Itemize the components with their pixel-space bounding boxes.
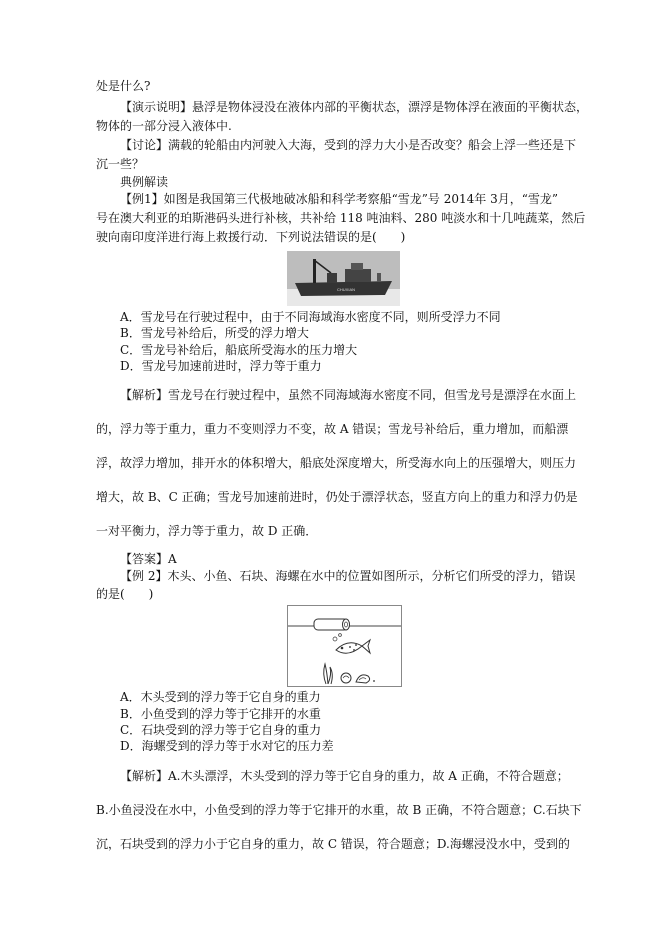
example1-option-b: B．雪龙号补给后，所受的浮力增大 — [120, 326, 309, 340]
example1-option-a: A．雪龙号在行驶过程中，由于不同海域海水密度不同，则所受浮力不同 — [120, 310, 501, 324]
example1-stem-line1: 【例1】如图是我国第三代极地破冰船和科学考察船“雪龙”号 2014年 3月，“雪龙” — [120, 192, 558, 206]
crane — [313, 259, 316, 283]
underwater-objects-diagram — [287, 605, 402, 687]
example1-analysis-line1: 【解析】雪龙号在行驶过程中，虽然不同海域海水密度不同，但雪龙号是漂浮在水面上 — [120, 388, 577, 402]
example1-analysis-line2: 的，浮力等于重力，重力不变则浮力不变，故 A 错误；雪龙号补给后，重力增加，而船漂 — [96, 422, 569, 436]
example2-option-a: A．木头受到的浮力等于它自身的重力 — [120, 690, 321, 704]
floating-log — [314, 619, 350, 630]
discussion-question-continued: 沉一些？ — [96, 157, 145, 171]
example1-option-d: D．雪龙号加速前进时，浮力等于重力 — [120, 359, 322, 373]
example1-stem-line3: 驶向南印度洋进行海上救援行动．下列说法错误的是( ) — [96, 230, 406, 244]
example2-option-d: D．海螺受到的浮力等于水对它的压力差 — [120, 739, 334, 753]
example2-analysis-line2: B.小鱼浸没在水中，小鱼受到的浮力等于它排开的水重，故 B 正确，不符合题意；C.石块下 — [96, 803, 582, 817]
ship-name-text: CHUXIAN — [337, 287, 356, 292]
example2-stem-line1: 【例 2】木头、小鱼、石块、海螺在水中的位置如图所示，分析它们所受的浮力，错误 — [120, 569, 576, 583]
example1-stem-line2: 号在澳大利亚的珀斯港码头进行补核，共补给 118 吨油料、280 吨淡水和十几吨蔬菜，然后 — [96, 211, 586, 225]
example2-analysis-line3: 沉，石块受到的浮力小于它自身的重力，故 C 错误，符合题意；D.海螺浸没水中，受到的 — [96, 837, 570, 851]
example2-option-c: C．石块受到的浮力等于它自身的重力 — [120, 723, 322, 737]
demo-note: 【演示说明】悬浮是物体浸没在液体内部的平衡状态，漂浮是物体浮在液面的平衡状态， — [120, 100, 589, 114]
sea-snail — [356, 675, 375, 683]
example1-analysis-line3: 浮，故浮力增加，排开水的体积增大，船底处深度增大，所受海水向上的压强增大，则压力 — [96, 456, 577, 470]
seaweed — [324, 664, 333, 684]
section-title: 典例解读 — [120, 175, 169, 189]
demo-note-continued: 物体的一部分浸入液体中. — [96, 119, 232, 133]
example2-stem-line2: 的是( ) — [96, 587, 154, 601]
discussion-question: 【讨论】满载的轮船由内河驶入大海，受到的浮力大小是否改变？船会上浮一些还是下 — [120, 138, 577, 152]
example2-option-b: B．小鱼受到的浮力等于它排开的水重 — [120, 707, 321, 721]
example1-option-c: C．雪龙号补给后，船底所受海水的压力增大 — [120, 343, 358, 357]
example1-analysis-line4: 增大，故 B、C 正确；雪龙号加速前进时，仍处于漂浮状态，竖直方向上的重力和浮力仍是 — [96, 490, 578, 504]
example1-answer: 【答案】A — [120, 552, 177, 566]
example1-analysis-line5: 一对平衡力，浮力等于重力，故 D 正确． — [96, 524, 318, 538]
example2-analysis-line1: 【解析】A.木头漂浮，木头受到的浮力等于它自身的重力，故 A 正确，不符合题意； — [120, 769, 569, 783]
icebreaker-ship-photo — [287, 251, 400, 306]
previous-paragraph-tail: 处是什么? — [96, 79, 151, 93]
small-fish — [333, 634, 370, 654]
stone — [341, 673, 351, 683]
ship-superstructure — [345, 269, 371, 282]
